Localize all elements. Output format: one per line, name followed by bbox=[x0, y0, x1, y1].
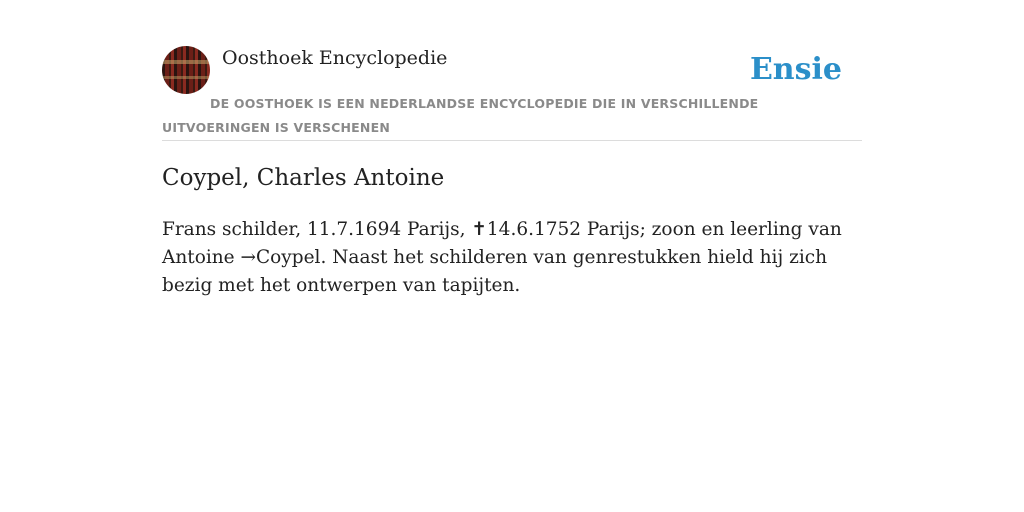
article-body: Frans schilder, 11.7.1694 Parijs, ✝14.6.1752 Parijs; zoon en leerling van Antoine →Coypel. Naast het schilderen van genrestukken hield hij zich bezig met het ontwerpen van tapijten. bbox=[162, 219, 842, 296]
article-title: Coypel, Charles Antoine bbox=[162, 165, 445, 191]
avatar[interactable] bbox=[162, 46, 210, 94]
header bbox=[162, 46, 862, 141]
site-tagline: DE OOSTHOEK IS EEN NEDERLANDSE ENCYCLOPEDIE DIE IN VERSCHILLENDE UITVOERINGEN IS VERSCHENEN bbox=[162, 96, 759, 135]
site-title-link[interactable]: Oosthoek Encyclopedie bbox=[222, 47, 448, 69]
brand-logo-link[interactable]: Ensie bbox=[749, 52, 842, 87]
